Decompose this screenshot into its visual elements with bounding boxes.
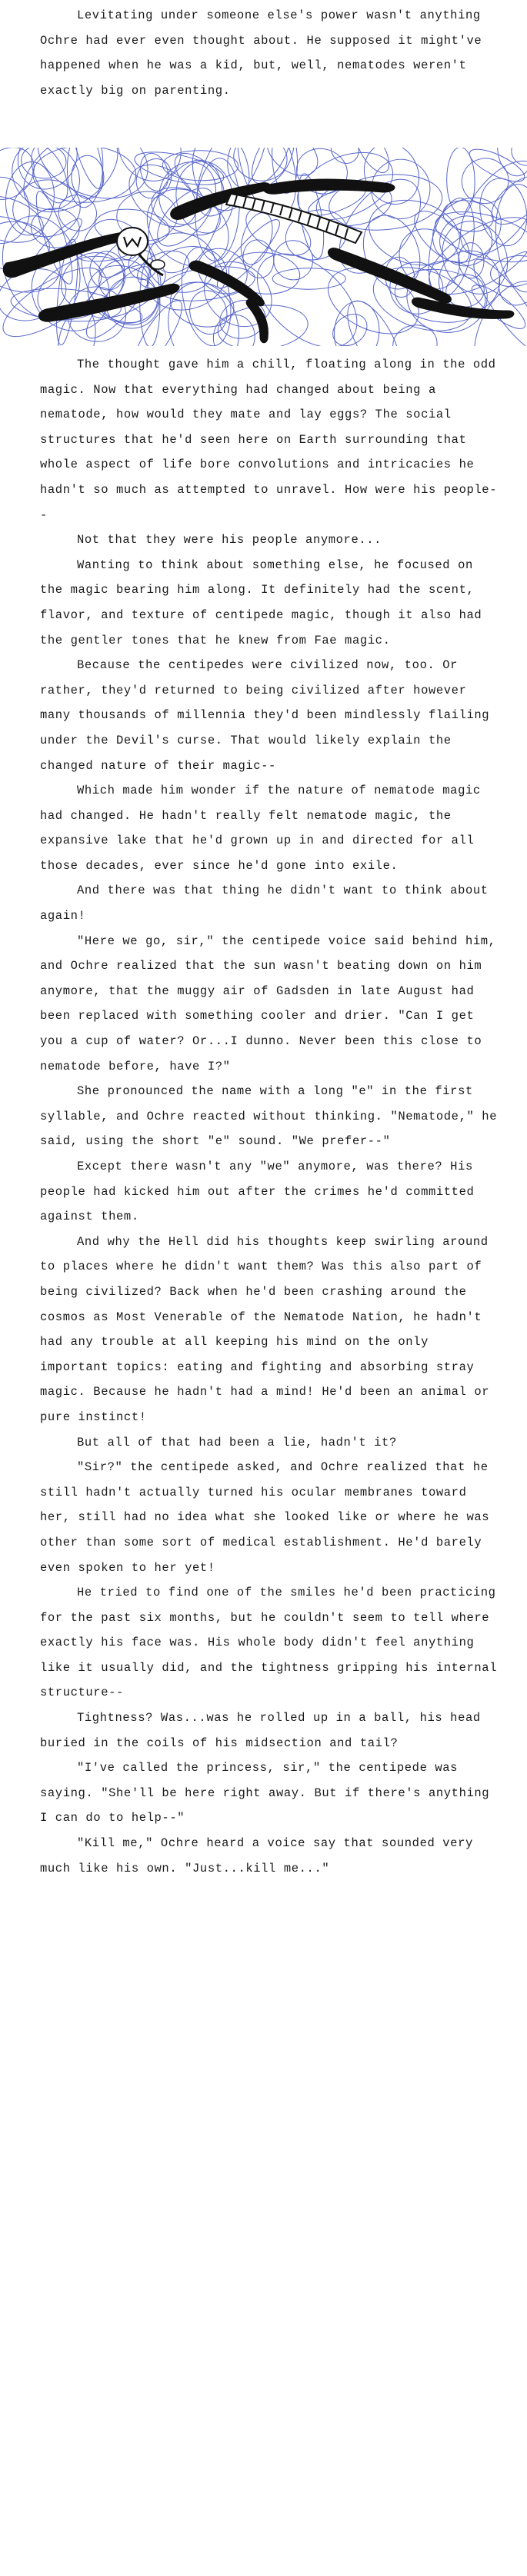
paragraph: Wanting to think about something else, he focused on the magic bearing him along. It definitely had the scent, flavor, and texture of centipede magic, though it also had the gentler tones that he knew from Fae magic. bbox=[40, 557, 482, 647]
scribble-artwork bbox=[0, 148, 527, 346]
intro-text bbox=[40, 3, 502, 103]
paragraph: "Kill me," Ochre heard a voice say that sounded very much like his own. "Just...kill me..." bbox=[40, 1836, 473, 1875]
paragraph: Levitating under someone else's power wasn't anything Ochre had ever even thought about. He supposed it might've happened when he was a kid, but, well, nematodes weren't exactly big on parenting. bbox=[40, 8, 482, 98]
paragraph: "Here we go, sir," the centipede voice said behind him, and Ochre realized that the sun wasn't beating down on him anymore, that the muggy air of Gadsden in late August had been replaced with something cooler and drier. "Can I get you a cup of water? Or...I dunno. Never been this close to nematode before, have I?" bbox=[40, 934, 496, 1073]
paragraph: Which made him wonder if the nature of nematode magic had changed. He hadn't really felt nematode magic, the expansive lake that he'd grown up in and directed for all those decades, ever since he'd gone into exile. bbox=[40, 784, 481, 873]
paragraph: Tightness? Was...was he rolled up in a ball, his head buried in the coils of his midsection and tail? bbox=[40, 1711, 481, 1750]
paragraph: The thought gave him a chill, floating along in the odd magic. Now that everything had changed about being a nematode, how would they mate and lay eggs? The social structures that he'd seen here on Earth surrounding that whole aspect of life bore convolutions and intricacies he hadn't so much as attempted to unravel. How were his people-- bbox=[40, 358, 498, 522]
paragraph: "Sir?" the centipede asked, and Ochre realized that he still hadn't actually turned his ocular membranes toward her, still had no idea what she looked like or where he was other than some sort of medical establishment. He'd barely even spoken to her yet! bbox=[40, 1460, 490, 1575]
paragraph: But all of that had been a lie, hadn't it? bbox=[77, 1435, 397, 1449]
paragraph: And there was that thing he didn't want to think about again! bbox=[40, 884, 489, 924]
paragraph: Not that they were his people anymore... bbox=[77, 533, 382, 547]
nematode-illustration bbox=[0, 148, 527, 346]
paragraph: And why the Hell did his thoughts keep swirling around to places where he didn't want them? Was this also part of being civilized? Back when he'd been crashing around the cosmos as Most Venerable of the Nematode Nation, he hadn't had any trouble at all keeping his mind on the only important topics: eating and fighting and absorbing stray magic. Because he hadn't had a mind! He'd been an animal or pure instinct! bbox=[40, 1234, 490, 1424]
story-text bbox=[40, 352, 502, 1881]
paragraph: Except there wasn't any "we" anymore, was there? His people had kicked him out after the crimes he'd committed against them. bbox=[40, 1160, 475, 1224]
paragraph: She pronounced the name with a long "e" in the first syllable, and Ochre reacted without thinking. "Nematode," he said, using the short "e" sound. "We prefer--" bbox=[40, 1084, 498, 1149]
paragraph: He tried to find one of the smiles he'd been practicing for the past six months, but he couldn't seem to tell where exactly his face was. His whole body didn't feel anything like it usually did, and the tightness gripping his internal structure-- bbox=[40, 1586, 498, 1700]
paragraph: "I've called the princess, sir," the centipede was saying. "She'll be here right away. But if there's anything I can do to help--" bbox=[40, 1761, 490, 1825]
paragraph: Because the centipedes were civilized now, too. Or rather, they'd returned to being civilized after however many thousands of millennia they'd been mindlessly flailing under the Devil's curse. That would likely explain the changed nature of their magic-- bbox=[40, 658, 490, 773]
